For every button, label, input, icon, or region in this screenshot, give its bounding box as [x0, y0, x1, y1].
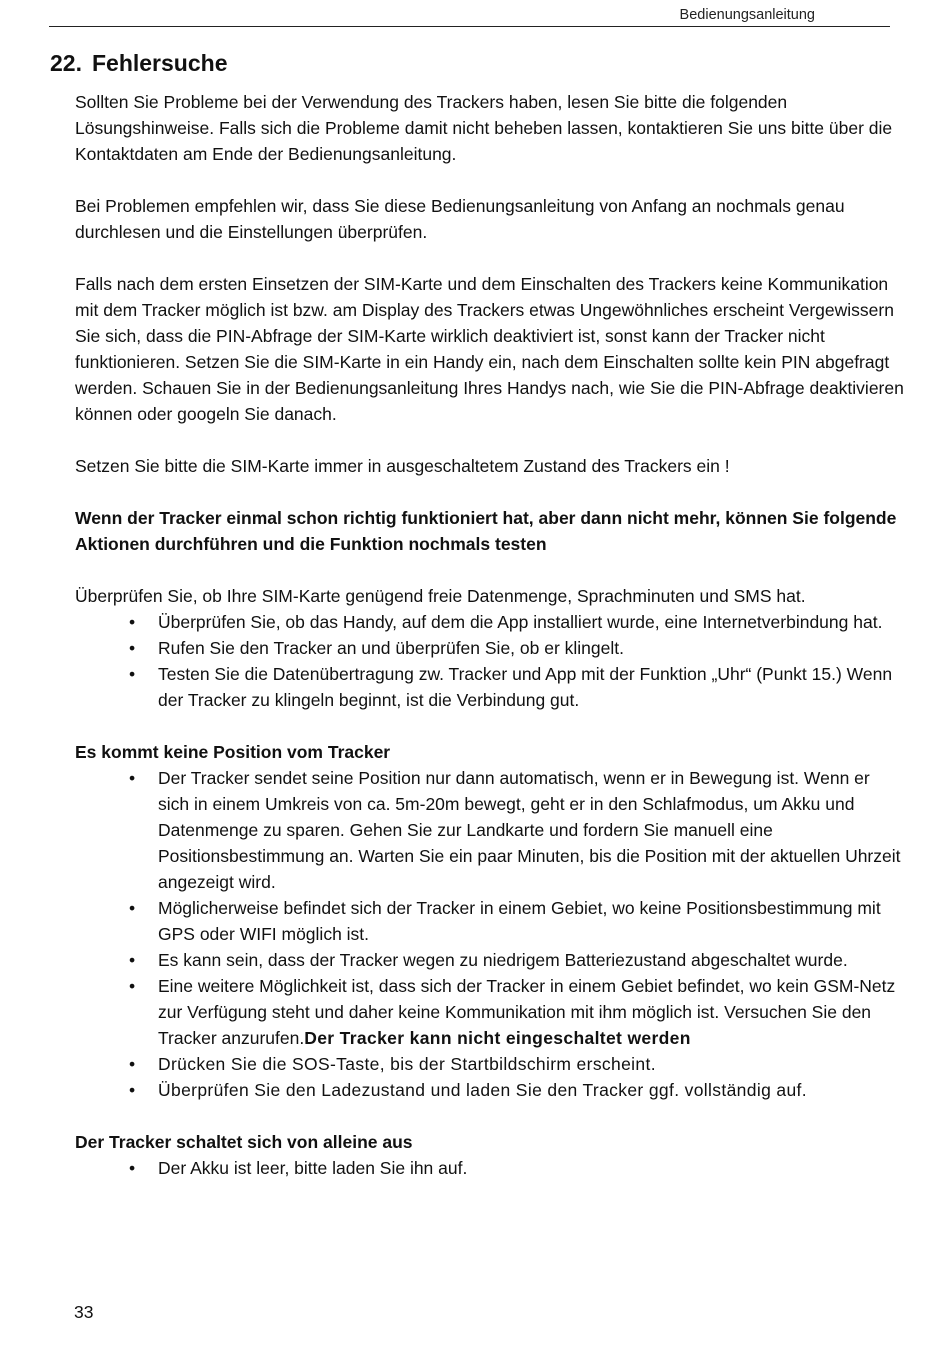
header-label: Bedienungsanleitung [679, 7, 815, 23]
list-item: • Überprüfen Sie, ob das Handy, auf dem die App installiert wurde, eine Internetverbindung hat. [158, 609, 905, 635]
section-title-text: Fehlersuche [91, 50, 228, 76]
section-number: 22. [50, 50, 82, 76]
functioning-list [75, 609, 905, 713]
shutdown-list [75, 1155, 905, 1181]
section-title [50, 48, 227, 78]
list-item [158, 973, 905, 1051]
list-item: • Überprüfen Sie den Ladezustand und laden Sie den Tracker ggf. vollständig auf. [158, 1077, 905, 1103]
list-item: • Der Akku ist leer, bitte laden Sie ihn auf. [158, 1155, 905, 1181]
intro-paragraph-2: Bei Problemen empfehlen wir, dass Sie diese Bedienungsanleitung von Anfang an nochmals genau durchlesen und die Einstellungen überprüfen. [75, 196, 845, 242]
list-item: • Rufen Sie den Tracker an und überprüfen Sie, ob er klingelt. [158, 635, 905, 661]
position-heading: Es kommt keine Position vom Tracker [75, 742, 391, 762]
intro-paragraph-4: Setzen Sie bitte die SIM-Karte immer in ausgeschaltetem Zustand des Trackers ein ! [75, 456, 730, 476]
shutdown-heading: Der Tracker schaltet sich von alleine aus [75, 1132, 413, 1152]
functioning-heading: Wenn der Tracker einmal schon richtig funktioniert hat, aber dann nicht mehr, können Sie folgende Aktionen durchführen und die Funktion nochmals testen [75, 508, 897, 554]
page-header [49, 6, 890, 27]
list-item: • Der Tracker sendet seine Position nur dann automatisch, wenn er in Bewegung ist. Wenn er sich in einem Umkreis von ca. 5m-20m bewegt, geht er in den Schlafmodus, um Akku und Datenmenge zu sparen. Gehen Sie zur Landkarte und fordern Sie manuell eine Positionsbestimmung an. Warten Sie ein paar Minuten, bis die Position mit der aktuellen Uhrzeit angezeigt wird. [158, 765, 905, 895]
position-list [75, 765, 905, 1103]
list-item: • Es kann sein, dass der Tracker wegen zu niedrigem Batteriezustand abgeschaltet wurde. [158, 947, 905, 973]
list-item: • Drücken Sie die SOS-Taste, bis der Startbildschirm erscheint. [158, 1051, 905, 1077]
page-number: 33 [74, 1302, 94, 1322]
list-item: • Testen Sie die Datenübertragung zw. Tracker und App mit der Funktion „Uhr“ (Punkt 15.) Wenn der Tracker zu klingeln beginnt, ist die Verbindung gut. [158, 661, 905, 713]
page-content [75, 89, 905, 1181]
intro-paragraph-3: Falls nach dem ersten Einsetzen der SIM-Karte und dem Einschalten des Trackers keine Kommunikation mit dem Tracker möglich ist bzw. am Display des Trackers etwas Ungewöhnliches erscheint Vergewissern Sie sich, dass die PIN-Abfrage der SIM-Karte wirklich deaktiviert ist, sonst kann der Tracker nicht funktionieren. Setzen Sie die SIM-Karte in ein Handy ein, nach dem Einschalten sollte kein PIN abgefragt werden. Schauen Sie in der Bedienungsanleitung Ihres Handys nach, wie Sie die PIN-Abfrage deaktivieren können oder googeln Sie danach. [75, 274, 904, 424]
intro-paragraph-1: Sollten Sie Probleme bei der Verwendung des Trackers haben, lesen Sie bitte die folgenden Lösungshinweise. Falls sich die Probleme damit nicht beheben lassen, kontaktieren Sie uns bitte über die Kontaktdaten am Ende der Bedienungsanleitung. [75, 92, 893, 164]
list-item: • Möglicherweise befindet sich der Tracker in einem Gebiet, wo keine Positionsbestimmung mit GPS oder WIFI möglich ist. [158, 895, 905, 947]
functioning-lead: Überprüfen Sie, ob Ihre SIM-Karte genügend freie Datenmenge, Sprachminuten und SMS hat. [75, 586, 806, 606]
list-item-text: Eine weitere Möglichkeit ist, dass sich der Tracker in einem Gebiet befindet, wo kein GSM-Netz zur Verfügung steht und daher keine Kommunikation mit ihm möglich ist. Versuchen Sie den Tracker anzurufen. [158, 976, 896, 1048]
power-on-heading: Der Tracker kann nicht eingeschaltet werden [304, 1028, 691, 1048]
